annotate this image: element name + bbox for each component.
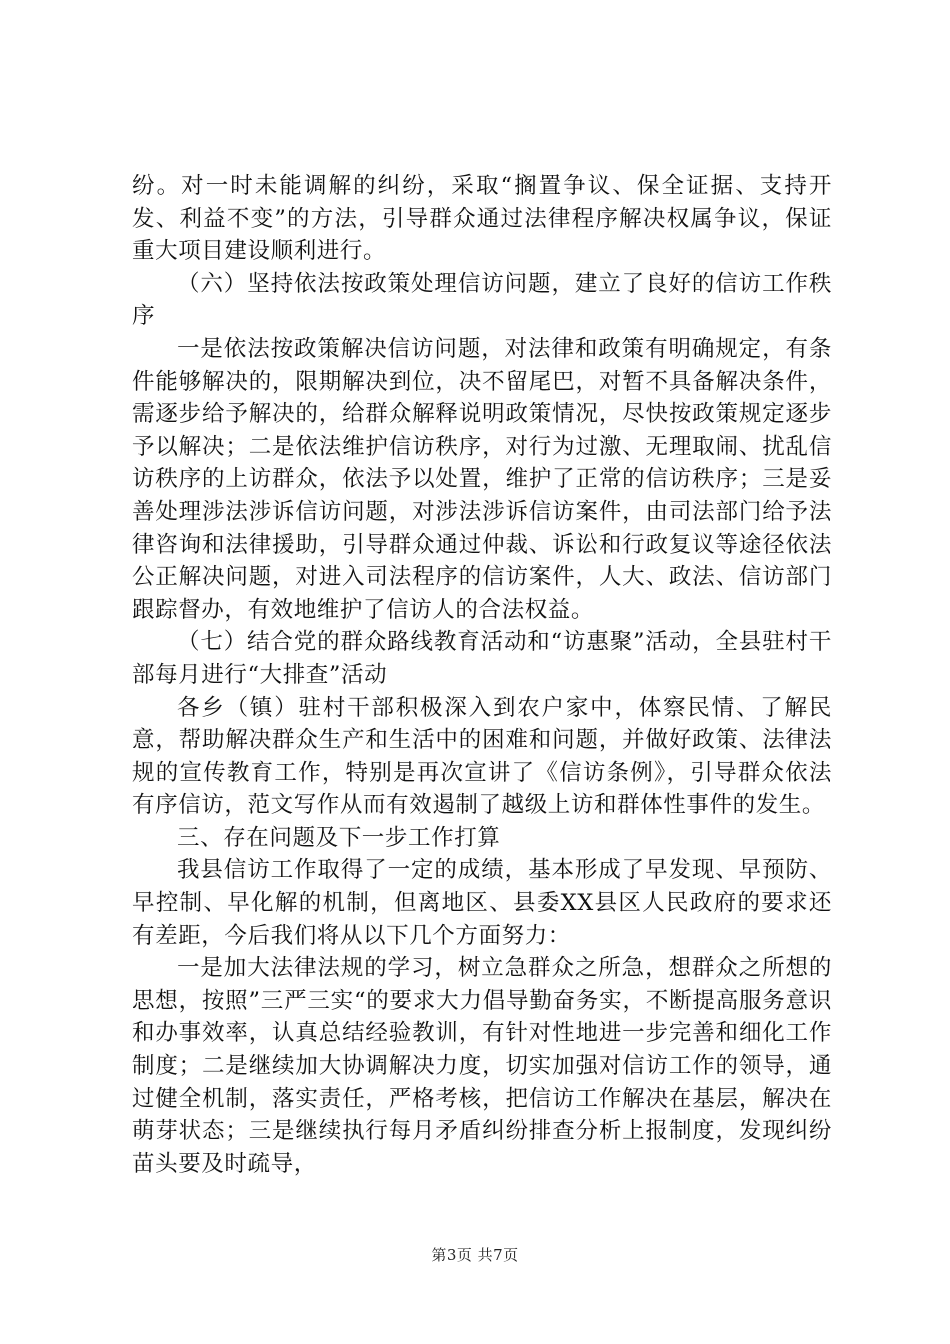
paragraph-continuation: 纷。对一时未能调解的纠纷，采取“搁置争议、保全证据、支持开发、利益不变”的方法，引导群众通过法律程序解决权属争议，保证重大项目建设顺利进行。 [132, 173, 832, 265]
section-heading-seven: （七）结合党的群众路线教育活动和“访惠聚”活动，全县驻村干部每月进行“大排查”活动 [132, 629, 832, 688]
paragraph-next-steps: 一是加大法律法规的学习，树立急群众之所急，想群众之所想的思想，按照”三严三实“的要求大力倡导勤奋务实，不断提高服务意识和办事效率，认真总结经验教训，有针对性地进一步完善和细化工作制度；二是继续加大协调解决力度，切实加强对信访工作的领导，通过健全机制，落实责任，严格考核，把信访工作解决在基层，解决在萌芽状态；三是继续执行每月矛盾纠纷排查分析上报制度，发现纠纷苗头要及时疏导， [132, 955, 832, 1177]
paragraph-petition-handling: 一是依法按政策解决信访问题，对法律和政策有明确规定，有条件能够解决的，限期解决到位，决不留尾巴，对暂不具备解决条件，需逐步给予解决的，给群众解释说明政策情况，尽快按政策规定逐步予以解决；二是依法维护信访秩序，对行为过激、无理取闹、扰乱信访秩序的上访群众，依法予以处置，维护了正常的信访秩序；三是妥善处理涉法涉诉信访问题，对涉法涉诉信访案件，由司法部门给予法律咨询和法律援助，引导群众通过仲裁、诉讼和行政复议等途径依法公正解决问题，对进入司法程序的信访案件，人大、政法、信访部门跟踪督办，有效地维护了信访人的合法权益。 [132, 335, 832, 623]
paragraph-achievements: 我县信访工作取得了一定的成绩，基本形成了早发现、早预防、早控制、早化解的机制，但离地区、县委XX县区人民政府的要求还有差距，今后我们将从以下几个方面努力： [132, 857, 832, 949]
page-number-footer: 第3页 共7页 [431, 1246, 519, 1264]
section-heading-six: （六）坚持依法按政策处理信访问题，建立了良好的信访工作秩序 [132, 270, 832, 330]
section-heading-three: 三、存在问题及下一步工作打算 [177, 824, 501, 851]
paragraph-village-cadres: 各乡（镇）驻村干部积极深入到农户家中，体察民情、了解民意，帮助解决群众生产和生活中的困难和问题，并做好政策、法律法规的宣传教育工作，特别是再次宣讲了《信访条例》，引导群众依法有序信访，范文写作从而有效遏制了越级上访和群体性事件的发生。 [132, 694, 832, 819]
document-body [132, 170, 832, 1180]
